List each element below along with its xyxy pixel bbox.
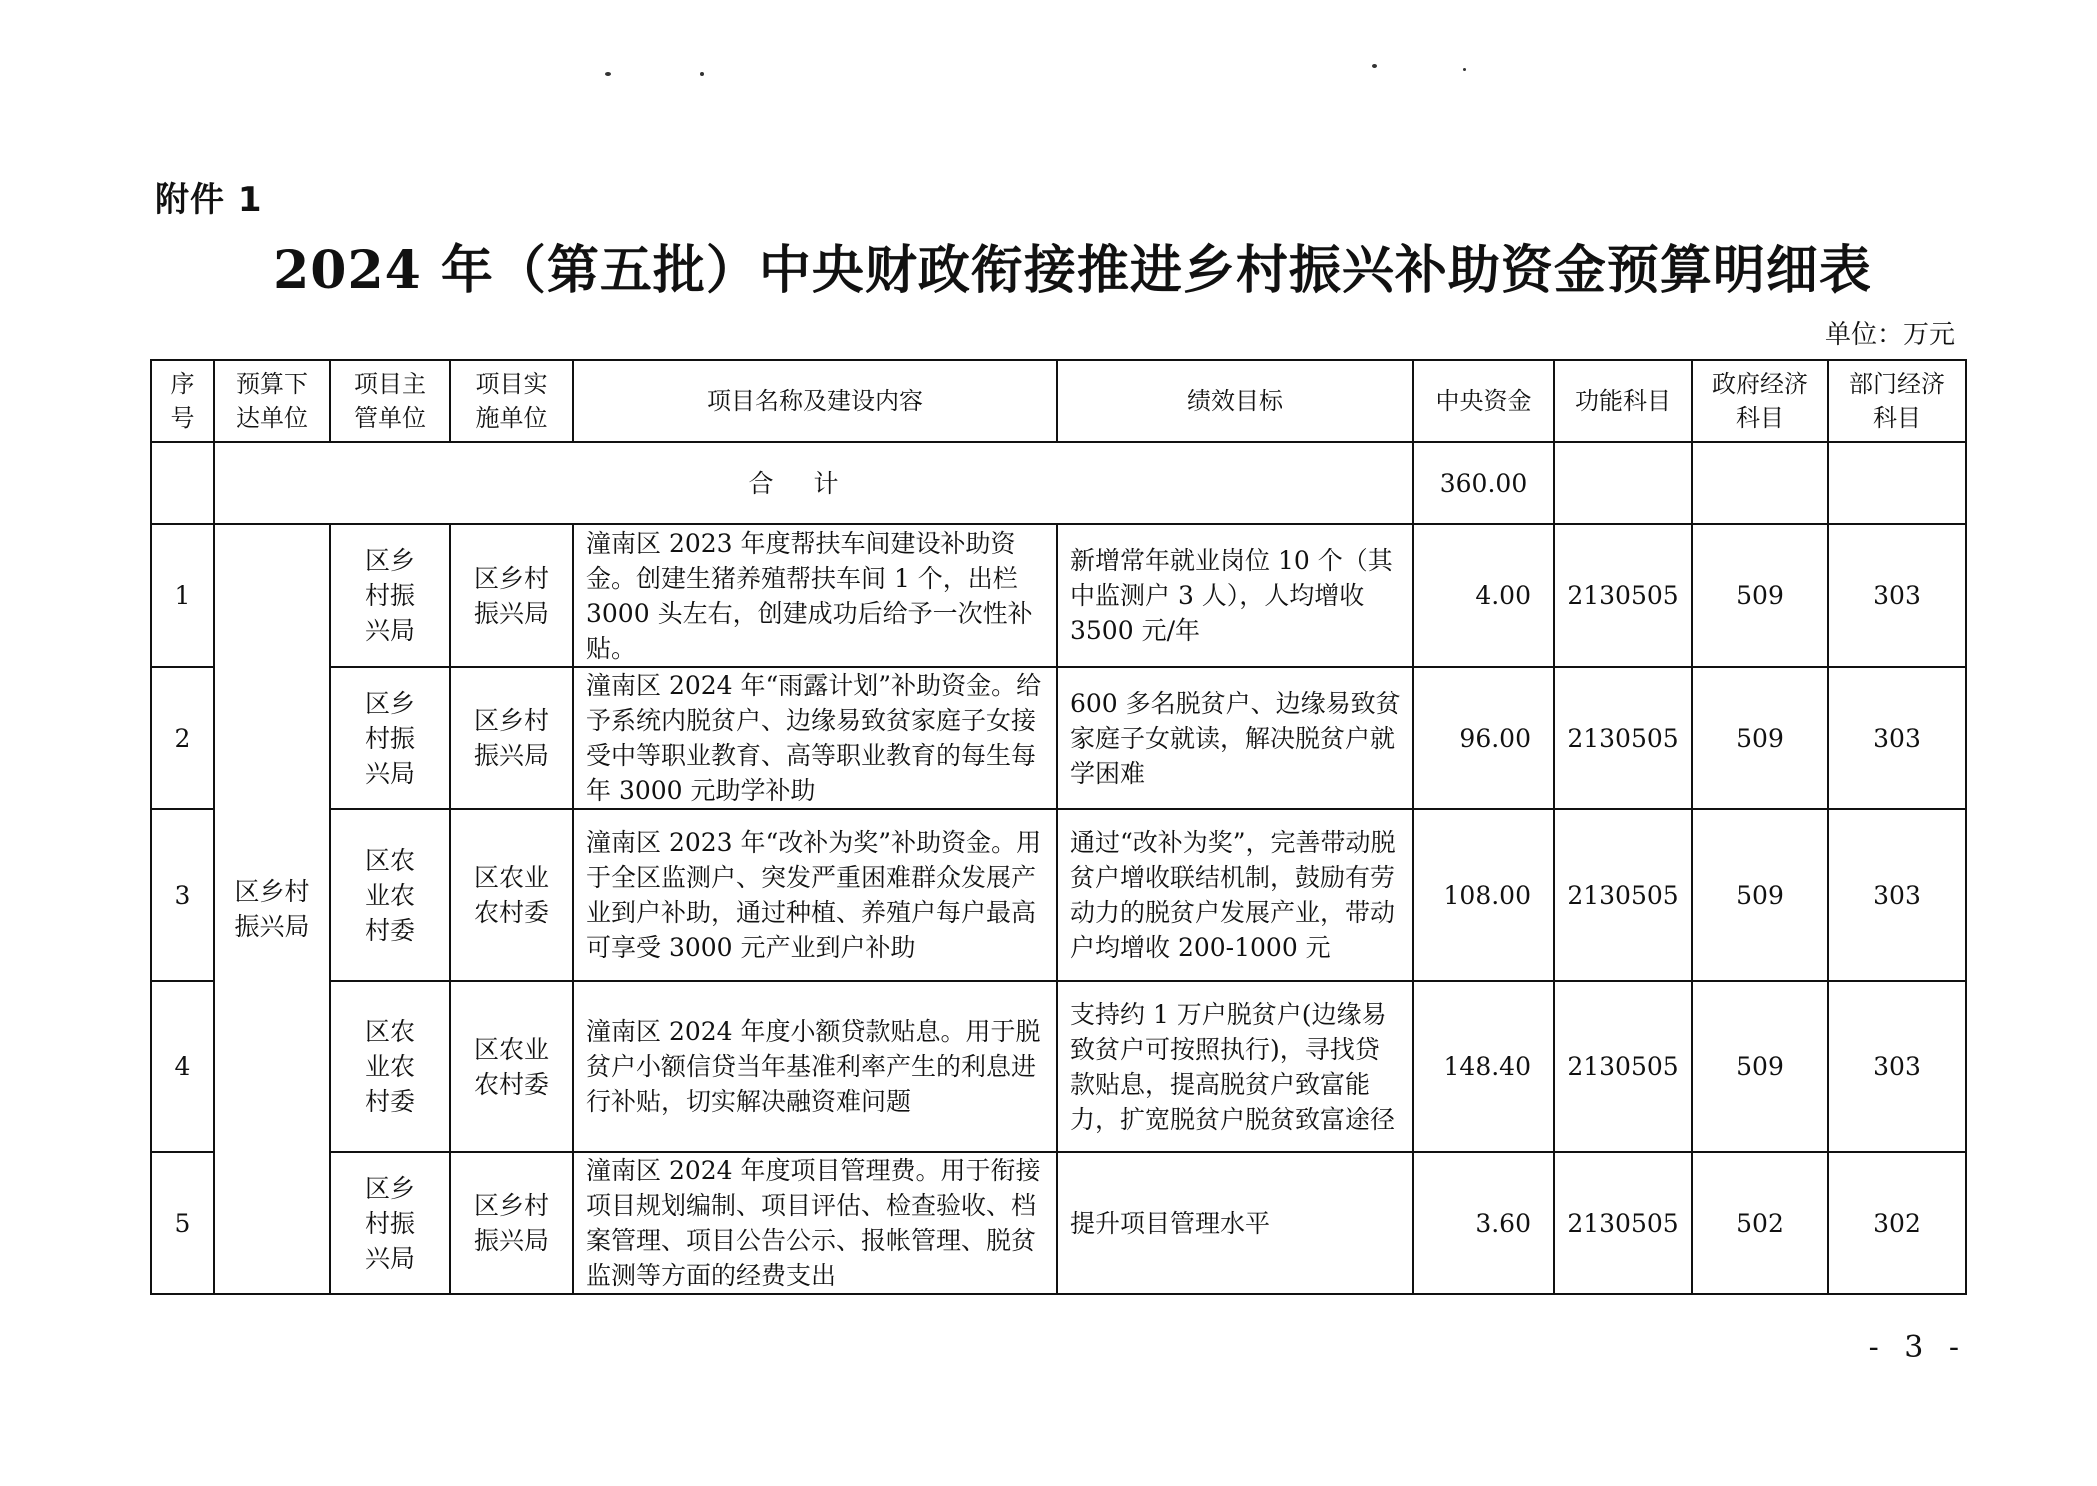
row-implementing-unit: 区农业农村委 [450,981,573,1152]
total-gov-cell [1692,442,1828,524]
row-goal: 提升项目管理水平 [1057,1152,1413,1294]
row-implementing-unit: 区农业农村委 [450,809,573,981]
header-budget-unit: 预算下达单位 [214,360,330,442]
table-row [151,524,1966,667]
row-seq: 5 [151,1152,214,1294]
row-dept-econ-subject: 303 [1828,667,1966,809]
row-goal: 600 多名脱贫户、边缘易致贫家庭子女就读，解决脱贫户就学困难 [1057,667,1413,809]
header-gov-econ-subject: 政府经济科目 [1692,360,1828,442]
row-managing-unit: 区农业农村委 [330,981,450,1152]
total-row [151,442,1966,524]
row-function-subject: 2130505 [1554,524,1692,667]
row-funds: 3.60 [1413,1152,1554,1294]
attachment-label: 附件 1 [155,180,263,220]
table-row [151,667,1966,809]
row-funds: 96.00 [1413,667,1554,809]
row-goal: 支持约 1 万户脱贫户(边缘易致贫户可按照执行)，寻找贷款贴息，提高脱贫户致富能力，扩宽脱贫户脱贫致富途径 [1057,981,1413,1152]
page-number: - 3 - [1868,1330,1967,1365]
row-gov-econ-subject: 509 [1692,809,1828,981]
row-project: 潼南区 2023 年度帮扶车间建设补助资金。创建生猪养殖帮扶车间 1 个，出栏 3000 头左右，创建成功后给予一次性补贴。 [573,524,1057,667]
row-function-subject: 2130505 [1554,667,1692,809]
header-function-subject: 功能科目 [1554,360,1692,442]
row-project: 潼南区 2024 年度小额贷款贴息。用于脱贫户小额信贷当年基准利率产生的利息进行补贴，切实解决融资难问题 [573,981,1057,1152]
row-project: 潼南区 2024 年“雨露计划”补助资金。给予系统内脱贫户、边缘易致贫家庭子女接受中等职业教育、高等职业教育的每生每年 3000 元助学补助 [573,667,1057,809]
header-funds: 中央资金 [1413,360,1554,442]
table-row [151,981,1966,1152]
row-seq: 1 [151,524,214,667]
row-project: 潼南区 2024 年度项目管理费。用于衔接项目规划编制、项目评估、检查验收、档案管理、项目公告公示、报帐管理、脱贫监测等方面的经费支出 [573,1152,1057,1294]
row-seq: 4 [151,981,214,1152]
row-gov-econ-subject: 502 [1692,1152,1828,1294]
total-label: 合计 [214,442,1413,524]
row-function-subject: 2130505 [1554,981,1692,1152]
scan-speck [1463,68,1466,71]
scan-speck [1372,64,1377,68]
total-dept-cell [1828,442,1966,524]
row-function-subject: 2130505 [1554,1152,1692,1294]
row-project: 潼南区 2023 年“改补为奖”补助资金。用于全区监测户、突发严重困难群众发展产业到户补助，通过种植、养殖户每户最高可享受 3000 元产业到户补助 [573,809,1057,981]
row-gov-econ-subject: 509 [1692,524,1828,667]
total-amount: 360.00 [1413,442,1554,524]
row-seq: 3 [151,809,214,981]
header-project: 项目名称及建设内容 [573,360,1057,442]
total-function-cell [1554,442,1692,524]
row-goal: 新增常年就业岗位 10 个（其中监测户 3 人），人均增收 3500 元/年 [1057,524,1413,667]
row-managing-unit: 区乡村振兴局 [330,524,450,667]
scan-speck [700,72,704,76]
row-managing-unit: 区乡村振兴局 [330,1152,450,1294]
scan-speck [605,72,611,76]
unit-label: 单位：万元 [1824,320,1955,350]
row-function-subject: 2130505 [1554,809,1692,981]
table-header-row [151,360,1966,442]
row-dept-econ-subject: 303 [1828,809,1966,981]
row-gov-econ-subject: 509 [1692,667,1828,809]
budget-table [150,359,1967,1295]
document-title: 2024 年（第五批）中央财政衔接推进乡村振兴补助资金预算明细表 [273,240,1872,301]
row-gov-econ-subject: 509 [1692,981,1828,1152]
row-dept-econ-subject: 302 [1828,1152,1966,1294]
row-implementing-unit: 区乡村振兴局 [450,667,573,809]
budget-unit-merged: 区乡村振兴局 [214,524,330,1294]
row-implementing-unit: 区乡村振兴局 [450,1152,573,1294]
row-goal: 通过“改补为奖”，完善带动脱贫户增收联结机制，鼓励有劳动力的脱贫户发展产业，带动户均增收 200-1000 元 [1057,809,1413,981]
table-row [151,809,1966,981]
row-funds: 108.00 [1413,809,1554,981]
row-seq: 2 [151,667,214,809]
header-implementing-unit: 项目实施单位 [450,360,573,442]
table-row [151,1152,1966,1294]
row-managing-unit: 区农业农村委 [330,809,450,981]
row-managing-unit: 区乡村振兴局 [330,667,450,809]
header-managing-unit: 项目主管单位 [330,360,450,442]
row-dept-econ-subject: 303 [1828,524,1966,667]
row-funds: 148.40 [1413,981,1554,1152]
row-funds: 4.00 [1413,524,1554,667]
total-seq-cell [151,442,214,524]
row-dept-econ-subject: 303 [1828,981,1966,1152]
header-dept-econ-subject: 部门经济科目 [1828,360,1966,442]
header-seq: 序号 [151,360,214,442]
header-goal: 绩效目标 [1057,360,1413,442]
row-implementing-unit: 区乡村振兴局 [450,524,573,667]
